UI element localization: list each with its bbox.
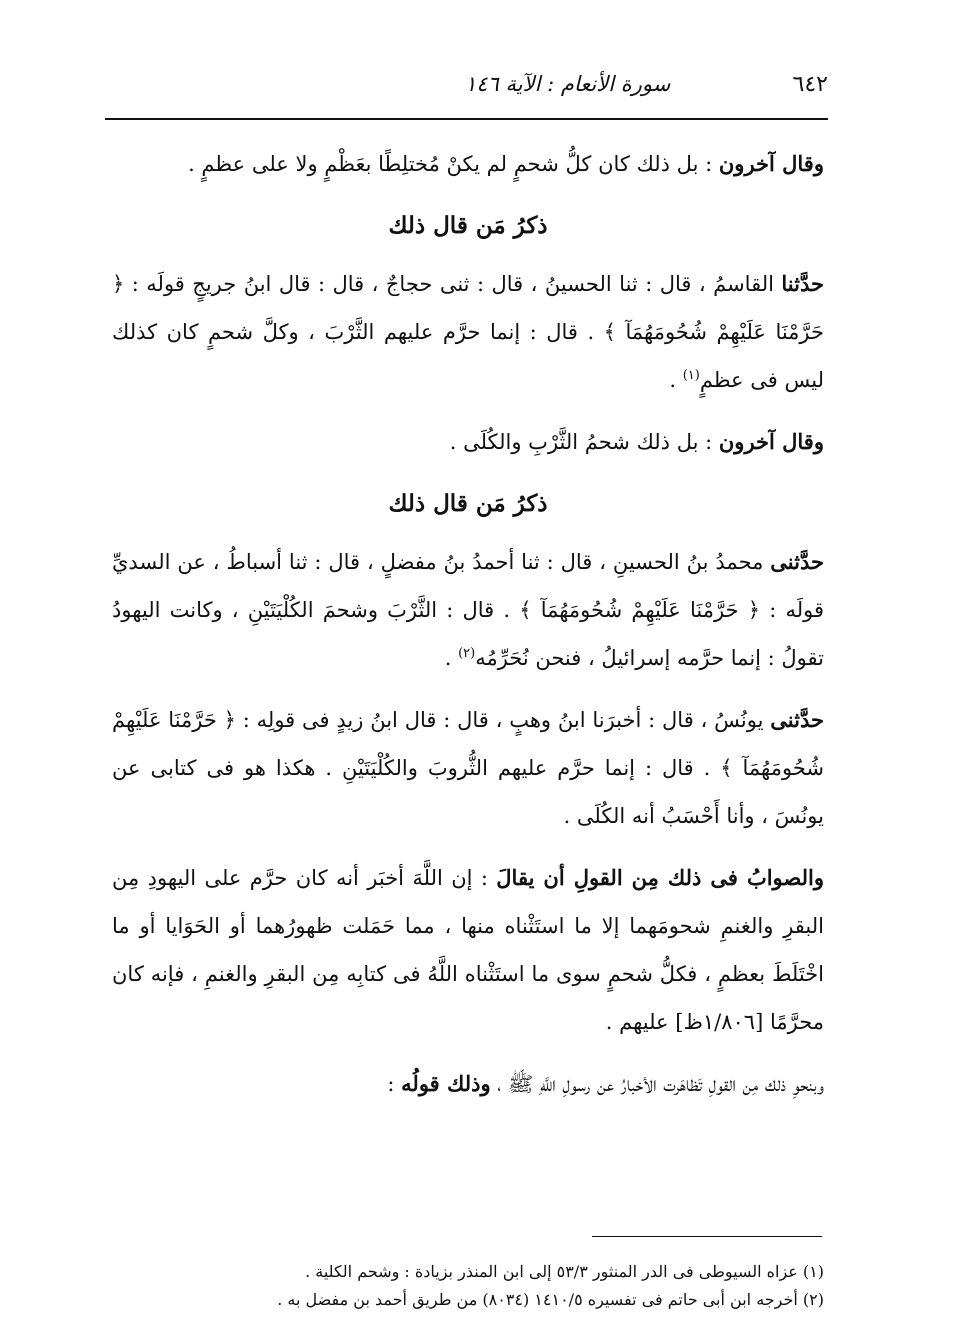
paragraph-lead: والصوابُ فى ذلك مِن القولِ أن يقالَ (496, 865, 824, 890)
paragraph (112, 418, 824, 466)
main-text (112, 140, 824, 1108)
footnote: (١) عزاه السيوطى فى الدر المنثور ٥٣/٣ إلى ابن المنذر بزيادة : وشحم الكلية . (305, 1262, 824, 1281)
footnotes (112, 1258, 824, 1314)
paragraph-text: محمدُ بنُ الحسينِ ، قال : ثنا أحمدُ بنُ مفضلٍ ، قال : ثنا أسباطُ ، عن السديِّ قولَه : ﴿ حَرَّمْنَا عَلَيْهِمْ شُحُومَهُمَآ ﴾ . قال : الثَّرْبَ وشحمَ الكُلْيَتَيْنِ ، وكانت اليهودُ تقولُ : إنما حرَّمه إسرائيلُ ، فنحن نُحَرِّمُه (112, 550, 824, 670)
paragraph-lead: حدَّثنا (781, 271, 824, 296)
section-heading: ذكرُ مَن قال ذلك (388, 212, 548, 239)
footnote-marker[interactable]: (١) (682, 368, 700, 383)
header-rule (105, 118, 828, 120)
paragraph (112, 1060, 824, 1108)
paragraph-lead: وذلك قولُه (401, 1071, 491, 1096)
paragraph-text: وبنحوِ ذلك مِن القولِ تَظاهَرت الأخبارُ عن رسولِ اللَّهِ ﷺ ، (490, 1072, 824, 1096)
paragraph-lead: وقال آخرون (718, 151, 824, 176)
paragraph (112, 260, 824, 404)
paragraph (112, 140, 824, 188)
running-header (105, 62, 828, 106)
running-title: سورة الأنعام : الآية ١٤٦ (465, 72, 671, 96)
paragraph-lead: وقال آخرون (718, 429, 824, 454)
paragraph-text: القاسمُ ، قال : ثنا الحسينُ ، قال : ثنى حجاجٌ ، قال : قال ابنُ جريجٍ قولَه : ﴿ حَرَّمْنَا عَلَيْهِمْ شُحُومَهُمَآ ﴾ . قال : إنما حرَّم عليهم الثَّرْبَ ، وكلَّ شحمٍ كان كذلك ليس فى عظمٍ (112, 272, 824, 392)
paragraph (112, 538, 824, 682)
paragraph-text: : بل ذلك شحمُ الثَّرْبِ والكُلَى . (449, 430, 719, 454)
footnote: (٢) أخرجه ابن أبى حاتم فى تفسيره ١٤١٠/٥ (٨٠٣٤) من طريق أحمد بن مفضل به . (277, 1290, 824, 1309)
paragraph (112, 854, 824, 1046)
footnote-marker[interactable]: (٢) (458, 646, 476, 661)
paragraph-text: : إن اللَّهَ أخبَر أنه كان حرَّم على اليهودِ مِن البقرِ والغنمِ شحومَهما إلا ما استَثْناه منها ، مما حَمَلت ظهورُهما أو الحَوَايا أو ما اخْتَلَطَ بعظمٍ ، فكلُّ شحمٍ سوى ما استَثْناه اللَّهُ فى كتابِه مِن البقرِ والغنمِ ، فإنه كان محرَّمًا [١/٨٠٦ظ] عليهم . (112, 866, 824, 1034)
footnote-rule (592, 1236, 822, 1237)
paragraph-lead: حدَّثنى (770, 549, 824, 574)
paragraph (112, 696, 824, 840)
paragraph-text: . (444, 646, 459, 670)
paragraph-text: : (387, 1072, 402, 1096)
paragraph-lead: حدَّثنى (770, 707, 824, 732)
paragraph-text: : بل ذلك كان كلُّ شحمٍ لم يكنْ مُختلِطًا بعَظْمٍ ولا على عظمٍ . (188, 152, 719, 176)
section-heading: ذكرُ مَن قال ذلك (388, 490, 548, 517)
paragraph-text: يونُسُ ، قال : أخبرَنا ابنُ وهبٍ ، قال : قال ابنُ زيدٍ فى قولِه : ﴿ حَرَّمْنَا عَلَيْهِمْ شُحُومَهُمَآ ﴾ . قال : إنما حرَّم عليهم الثُّروبَ والكُلْيَتَيْنِ . هكذا هو فى كتابى عن يونُسَ ، وأنا أَحْسَبُ أنه الكُلَى . (112, 708, 824, 828)
page-number: ٦٤٢ (792, 71, 828, 97)
paragraph-text: . (669, 368, 683, 392)
